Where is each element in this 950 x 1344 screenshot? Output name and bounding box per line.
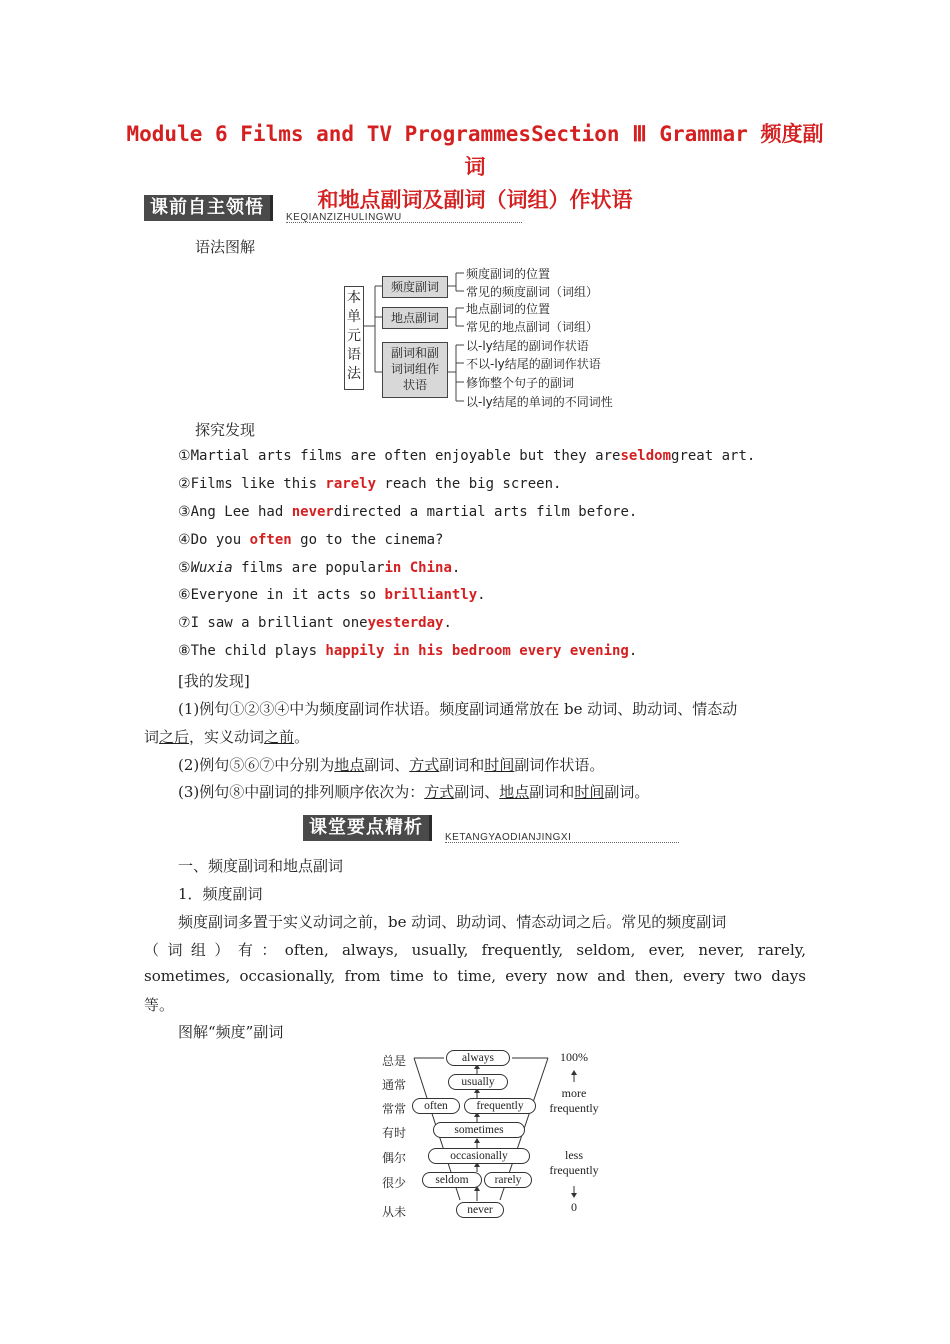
diagram-heading: 图解“频度”副词 xyxy=(178,1023,284,1041)
title-line-1: Module 6 Films and TV ProgrammesSection Ⅲ Grammar 频度副词 xyxy=(126,122,824,179)
group-box-frequency: 频度副词 xyxy=(382,276,448,298)
freq-more-word: frequently xyxy=(549,1101,599,1115)
finding-answer: 之前 xyxy=(264,728,295,746)
section-heading: 一、频度副词和地点副词 xyxy=(178,857,344,875)
group-item: 不以-ly结尾的副词作状语 xyxy=(466,357,601,371)
frequency-adverb-diagram xyxy=(378,1046,618,1226)
group-item: 常见的频度副词（词组） xyxy=(466,285,599,299)
finding-text: 副词、 xyxy=(454,783,500,801)
freq-word-rarely: rarely xyxy=(484,1172,532,1188)
freq-label-occasionally: 偶尔 xyxy=(382,1151,407,1165)
example-text: The child plays xyxy=(190,643,326,659)
freq-word-seldom: seldom xyxy=(422,1172,482,1188)
grammar-tree-diagram xyxy=(340,262,660,412)
freq-word-occasionally: occasionally xyxy=(428,1148,530,1164)
freq-top-value: 100% xyxy=(560,1050,588,1064)
finding-text: 。 xyxy=(294,728,310,746)
group-label-line: 状语 xyxy=(402,378,427,392)
example-number: ② xyxy=(178,476,191,492)
finding-text: 副词和 xyxy=(529,783,575,801)
example-text: Everyone in it acts so xyxy=(190,587,385,603)
example-sentence xyxy=(178,615,452,631)
freq-label-usually: 通常 xyxy=(382,1078,407,1092)
example-highlight: yesterday xyxy=(367,615,444,631)
example-text: . xyxy=(451,560,461,576)
example-text: great art. xyxy=(671,448,756,464)
example-sentence xyxy=(178,560,460,576)
group-item: 常见的地点副词（词组） xyxy=(466,320,599,334)
root-char: 元 xyxy=(347,328,361,344)
example-highlight: rarely xyxy=(325,476,376,492)
freq-label-seldom: 很少 xyxy=(382,1176,407,1190)
finding-text: 副词。 xyxy=(604,783,650,801)
freq-label-sometimes: 有时 xyxy=(382,1126,407,1140)
example-text: I saw a brilliant one xyxy=(190,615,368,631)
banner-dotted-line xyxy=(445,842,679,843)
paragraph-line: sometimes, occasionally, from time to time, every now and then, every two days xyxy=(144,967,806,985)
example-highlight: brilliantly xyxy=(384,587,478,603)
banner-pinyin: KEQIANZIZHULINGWU xyxy=(286,212,402,223)
freq-less-word: less xyxy=(565,1148,583,1162)
example-text: films are popular xyxy=(232,560,385,576)
freq-label-often: 常常 xyxy=(382,1102,407,1116)
group-item: 地点副词的位置 xyxy=(466,302,551,316)
banner-dotted-line xyxy=(286,222,522,223)
finding-answer: 之后 xyxy=(159,728,190,746)
finding-text: 副词、 xyxy=(364,756,410,774)
example-italic: Wuxia xyxy=(190,560,233,576)
example-text: go to the cinema? xyxy=(291,532,444,548)
finding-2 xyxy=(178,754,604,775)
example-text: Films like this xyxy=(190,476,326,492)
group-label-line: 词词组作 xyxy=(390,362,439,376)
example-number: ⑤ xyxy=(178,560,191,576)
grammar-root-box xyxy=(344,286,364,390)
paragraph-line: （词组）有：often, always, usually, frequently, seldom, ever, never, rarely, xyxy=(144,941,806,959)
finding-text: (2)例句⑤⑥⑦中分别为 xyxy=(178,756,335,774)
freq-bottom-value: 0 xyxy=(571,1200,577,1214)
finding-text: 副词作状语。 xyxy=(514,756,605,774)
finding-3 xyxy=(178,781,649,802)
freq-less-label xyxy=(542,1148,606,1178)
finding-answer: 时间 xyxy=(484,756,515,774)
explore-heading: 探究发现 xyxy=(195,421,256,439)
group-label-line: 副词和副 xyxy=(390,346,439,360)
finding-text: (3)例句⑧中副词的排列顺序依次为： xyxy=(178,783,425,801)
freq-word-always: always xyxy=(446,1050,510,1066)
example-number: ⑧ xyxy=(178,643,191,659)
example-sentence xyxy=(178,532,443,548)
example-number: ⑥ xyxy=(178,587,191,603)
group-box-adverbial xyxy=(382,342,448,398)
example-sentence xyxy=(178,504,637,520)
finding-answer: 地点 xyxy=(334,756,365,774)
finding-answer: 方式 xyxy=(424,783,455,801)
freq-less-word: frequently xyxy=(549,1163,599,1177)
group-box-place: 地点副词 xyxy=(382,307,448,329)
finding-text: 副词和 xyxy=(439,756,485,774)
banner-pinyin: KETANGYAODIANJINGXI xyxy=(445,832,572,843)
paragraph-line: 等。 xyxy=(144,996,175,1014)
group-item: 修饰整个句子的副词 xyxy=(466,376,575,390)
finding-answer: 时间 xyxy=(574,783,605,801)
example-sentence xyxy=(178,448,755,464)
example-text: Martial arts films are often enjoyable but they are xyxy=(190,448,621,464)
finding-1-line-1: (1)例句①②③④中为频度副词作状语。频度副词通常放在 be 动词、助动词、情态动 xyxy=(178,700,738,718)
section-banner-classroom xyxy=(303,815,681,843)
finding-1-line-2 xyxy=(144,726,309,747)
group-item: 以-ly结尾的单词的不同词性 xyxy=(466,395,613,409)
root-char: 本 xyxy=(347,290,361,306)
freq-word-never: never xyxy=(456,1202,504,1218)
freq-word-often: often xyxy=(412,1098,460,1114)
example-text: directed a martial arts film before. xyxy=(333,504,638,520)
title-line-2: 和地点副词及副词（词组）作状语 xyxy=(317,188,633,212)
freq-word-frequently: frequently xyxy=(464,1098,536,1114)
group-item: 以-ly结尾的副词作状语 xyxy=(466,339,589,353)
example-highlight: happily in his bedroom every evening xyxy=(325,643,629,659)
section-banner-preview xyxy=(144,195,524,223)
example-number: ① xyxy=(178,448,191,464)
freq-label-always: 总是 xyxy=(382,1054,407,1068)
subsection-heading: 1．频度副词 xyxy=(178,885,263,903)
example-highlight: often xyxy=(249,532,292,548)
example-number: ④ xyxy=(178,532,191,548)
example-text: Ang Lee had xyxy=(190,504,292,520)
example-sentence xyxy=(178,643,637,659)
example-highlight: in China xyxy=(384,560,452,576)
example-text: . xyxy=(628,643,638,659)
example-sentence xyxy=(178,587,486,603)
freq-more-word: more xyxy=(561,1086,587,1100)
example-text: . xyxy=(443,615,452,631)
findings-heading: [我的发现] xyxy=(178,672,250,690)
example-text: . xyxy=(477,587,486,603)
finding-answer: 地点 xyxy=(499,783,530,801)
freq-more-label xyxy=(542,1086,606,1116)
banner-label: 课堂要点精析 xyxy=(303,815,432,841)
freq-label-never: 从未 xyxy=(382,1205,407,1219)
group-item: 频度副词的位置 xyxy=(466,267,551,281)
example-number: ③ xyxy=(178,504,191,520)
example-number: ⑦ xyxy=(178,615,191,631)
freq-word-usually: usually xyxy=(448,1074,508,1090)
finding-text: 词 xyxy=(144,728,160,746)
root-char: 法 xyxy=(347,366,361,382)
finding-answer: 方式 xyxy=(409,756,440,774)
example-highlight: seldom xyxy=(620,448,672,464)
banner-label: 课前自主领悟 xyxy=(144,195,273,221)
example-highlight: never xyxy=(291,504,334,520)
root-char: 单 xyxy=(347,309,361,325)
root-char: 语 xyxy=(347,347,361,363)
finding-text: ，实义动词 xyxy=(189,728,265,746)
example-text: reach the big screen. xyxy=(376,476,562,492)
freq-word-sometimes: sometimes xyxy=(433,1122,525,1138)
example-sentence xyxy=(178,476,561,492)
example-text: Do you xyxy=(190,532,250,548)
grammar-diagram-heading: 语法图解 xyxy=(195,238,256,256)
paragraph-line: 频度副词多置于实义动词之前，be 动词、助动词、情态动词之后。常见的频度副词 xyxy=(178,913,727,931)
